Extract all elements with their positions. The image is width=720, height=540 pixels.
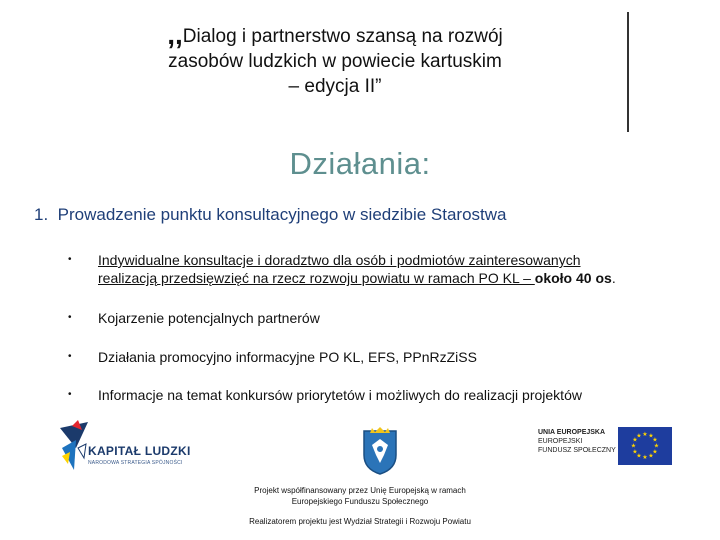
bullet-glyph: • <box>68 389 72 400</box>
kl-name: KAPITAŁ LUDZKI <box>88 444 191 458</box>
kapital-ludzki-logo <box>58 418 238 478</box>
svg-text:★: ★ <box>632 436 638 444</box>
numbered-point <box>34 205 507 225</box>
bullet-1-tail: . <box>611 270 616 286</box>
footer-line-1: Projekt współfinansowany przez Unię Europejską w ramach <box>254 486 466 495</box>
kapital-ludzki-logo-icon <box>58 418 92 474</box>
bullet-3-text: Działania promocyjno informacyjne PO KL, EFS, PPnRzZiSS <box>98 349 477 365</box>
svg-text:★: ★ <box>642 431 648 438</box>
svg-text:★: ★ <box>648 432 654 440</box>
point-number: 1. <box>34 205 49 224</box>
svg-text:★: ★ <box>653 442 660 450</box>
slide-title <box>90 19 580 99</box>
bullet-glyph: • <box>68 254 72 265</box>
title-line-2: zasobów ludzkich w powiecie kartuskim <box>168 51 502 72</box>
eu-label <box>538 428 618 455</box>
svg-text:★: ★ <box>652 448 658 456</box>
bullet-1-line-1: Indywidualne konsultacje i doradztwo dla osób i podmiotów zainteresowanych <box>98 252 581 268</box>
eu-line-1: UNIA EUROPEJSKA <box>538 429 606 436</box>
point-text: Prowadzenie punktu konsultacyjnego w siedzibie Starostwa <box>57 205 507 224</box>
vertical-divider <box>627 12 629 132</box>
footer-line-3: Realizatorem projektu jest Wydział Strategii i Rozwoju Powiatu <box>249 517 471 526</box>
bullet-1-line-2: realizacją przedsięwzięć na rzecz rozwoju powiatu w ramach PO KL – <box>98 270 535 286</box>
bullet-glyph: • <box>68 351 72 362</box>
footer-line-2: Europejskiego Funduszu Społecznego <box>291 497 429 506</box>
eu-line-3: FUNDUSZ SPOŁECZNY <box>538 447 616 454</box>
bullet-glyph: • <box>68 312 72 323</box>
kl-subtitle: NARODOWA STRATEGIA SPÓJNOŚCI <box>88 460 183 466</box>
title-line-1 <box>90 19 580 50</box>
opening-quote: ,, <box>167 19 183 50</box>
bullet-4-text: Informacje na temat konkursów priorytetów i możliwych do realizacji projektów <box>98 387 582 403</box>
title-line-3: – edycja II” <box>288 76 382 97</box>
bullet-2-text: Kojarzenie potencjalnych partnerów <box>98 310 320 326</box>
logo-bar <box>0 415 720 485</box>
bullet-1-emphasis: około 40 os <box>534 270 612 286</box>
svg-text:★: ★ <box>652 436 658 444</box>
svg-text:★: ★ <box>648 452 654 460</box>
svg-text:★: ★ <box>636 452 642 460</box>
svg-text:★: ★ <box>636 432 642 440</box>
bullet-text <box>98 251 688 287</box>
eu-flag-icon <box>618 427 672 465</box>
svg-text:★: ★ <box>632 448 638 456</box>
svg-text:★: ★ <box>630 442 637 450</box>
title-text-1: Dialog i partnerstwo szansą na rozwój <box>182 26 503 47</box>
section-heading: Działania: <box>289 146 431 181</box>
svg-text:★: ★ <box>642 454 648 461</box>
coat-of-arms-icon <box>362 427 398 475</box>
eu-line-2: EUROPEJSKI <box>538 438 583 445</box>
